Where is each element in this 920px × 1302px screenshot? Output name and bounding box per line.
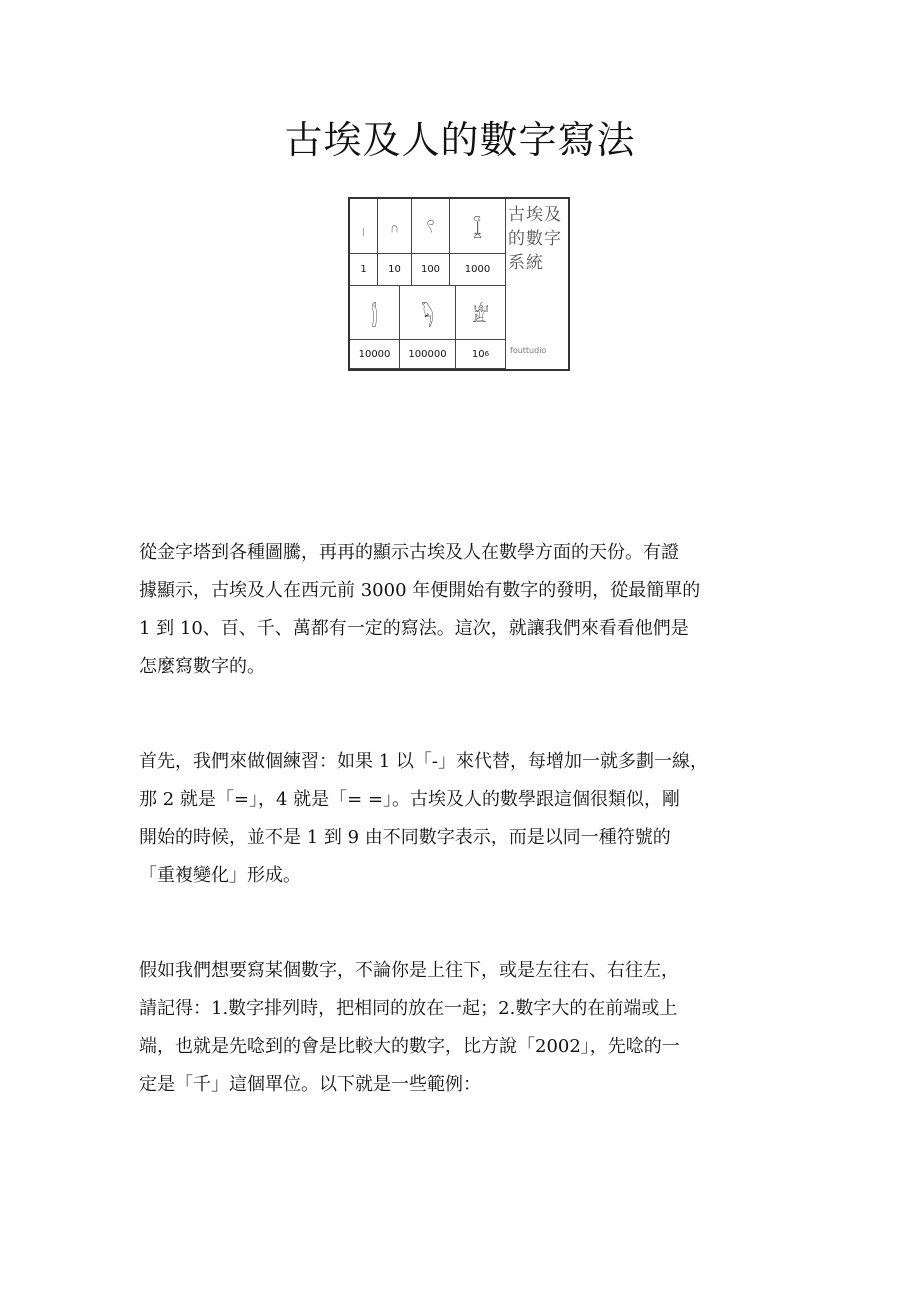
figure-caption-line: 古埃及 <box>508 205 562 225</box>
text-line: 端，也就是先唸到的會是比較大的數字，比方說「2002」，先唸的一 <box>139 1036 680 1057</box>
text-line: 定是「千」這個單位。以下就是一些範例： <box>139 1074 481 1095</box>
figure-caption <box>508 203 570 275</box>
page-title: 古埃及人的數字寫法 <box>284 118 636 162</box>
glyph-coil-100: 𓍢 <box>412 199 450 254</box>
value-100: 100 <box>412 254 450 286</box>
glyph-finger-10000: 𓂭 <box>350 286 400 340</box>
paragraph-exercise <box>139 743 819 895</box>
glyph-lotus-1000: 𓆼 <box>450 199 506 254</box>
egyptian-numerals-figure <box>348 197 570 371</box>
text-line: 那 2 就是「=」，4 就是「= =」。古埃及人的數學跟這個很類似，剛 <box>139 789 681 810</box>
figure-credit: fouttudio <box>510 346 547 355</box>
glyph-stroke-1: 𓏺 <box>350 199 378 254</box>
paragraph-rules <box>139 952 819 1104</box>
value-million-exponent: 6 <box>484 350 490 358</box>
value-1000: 1000 <box>450 254 506 286</box>
glyph-heel-bone-10: 𓎆 <box>378 199 412 254</box>
figure-caption-line: 系統 <box>508 253 544 273</box>
text-line: 「重複變化」形成。 <box>139 865 301 886</box>
value-million-base: 10 <box>471 348 485 360</box>
glyph-tadpole-100000: 𓆐 <box>400 286 456 340</box>
value-10000: 10000 <box>350 340 400 369</box>
glyph-god-million: 𓁨 <box>456 286 506 340</box>
value-100000: 100000 <box>400 340 456 369</box>
text-line: 首先，我們來做個練習：如果 1 以「-」來代替，每增加一就多劃一線， <box>139 751 708 772</box>
value-1: 1 <box>350 254 378 286</box>
figure-caption-line: 的數字 <box>508 229 562 249</box>
paragraph-intro <box>139 534 819 686</box>
text-line: 請記得：1.數字排列時，把相同的放在一起；2.數字大的在前端或上 <box>139 998 678 1019</box>
text-line: 從金字塔到各種圖騰，再再的顯示古埃及人在數學方面的天份。有證 <box>139 542 679 563</box>
text-line: 開始的時候，並不是 1 到 9 由不同數字表示，而是以同一種符號的 <box>139 827 671 848</box>
text-line: 1 到 10、百、千、萬都有一定的寫法。這次，就讓我們來看看他們是 <box>139 618 689 639</box>
text-line: 據顯示，古埃及人在西元前 3000 年便開始有數字的發明，從最簡單的 <box>139 580 701 601</box>
value-10: 10 <box>378 254 412 286</box>
value-million <box>456 340 506 369</box>
text-line: 假如我們想要寫某個數字，不論你是上往下，或是左往右、右往左， <box>139 960 679 981</box>
text-line: 怎麼寫數字的。 <box>139 656 265 677</box>
